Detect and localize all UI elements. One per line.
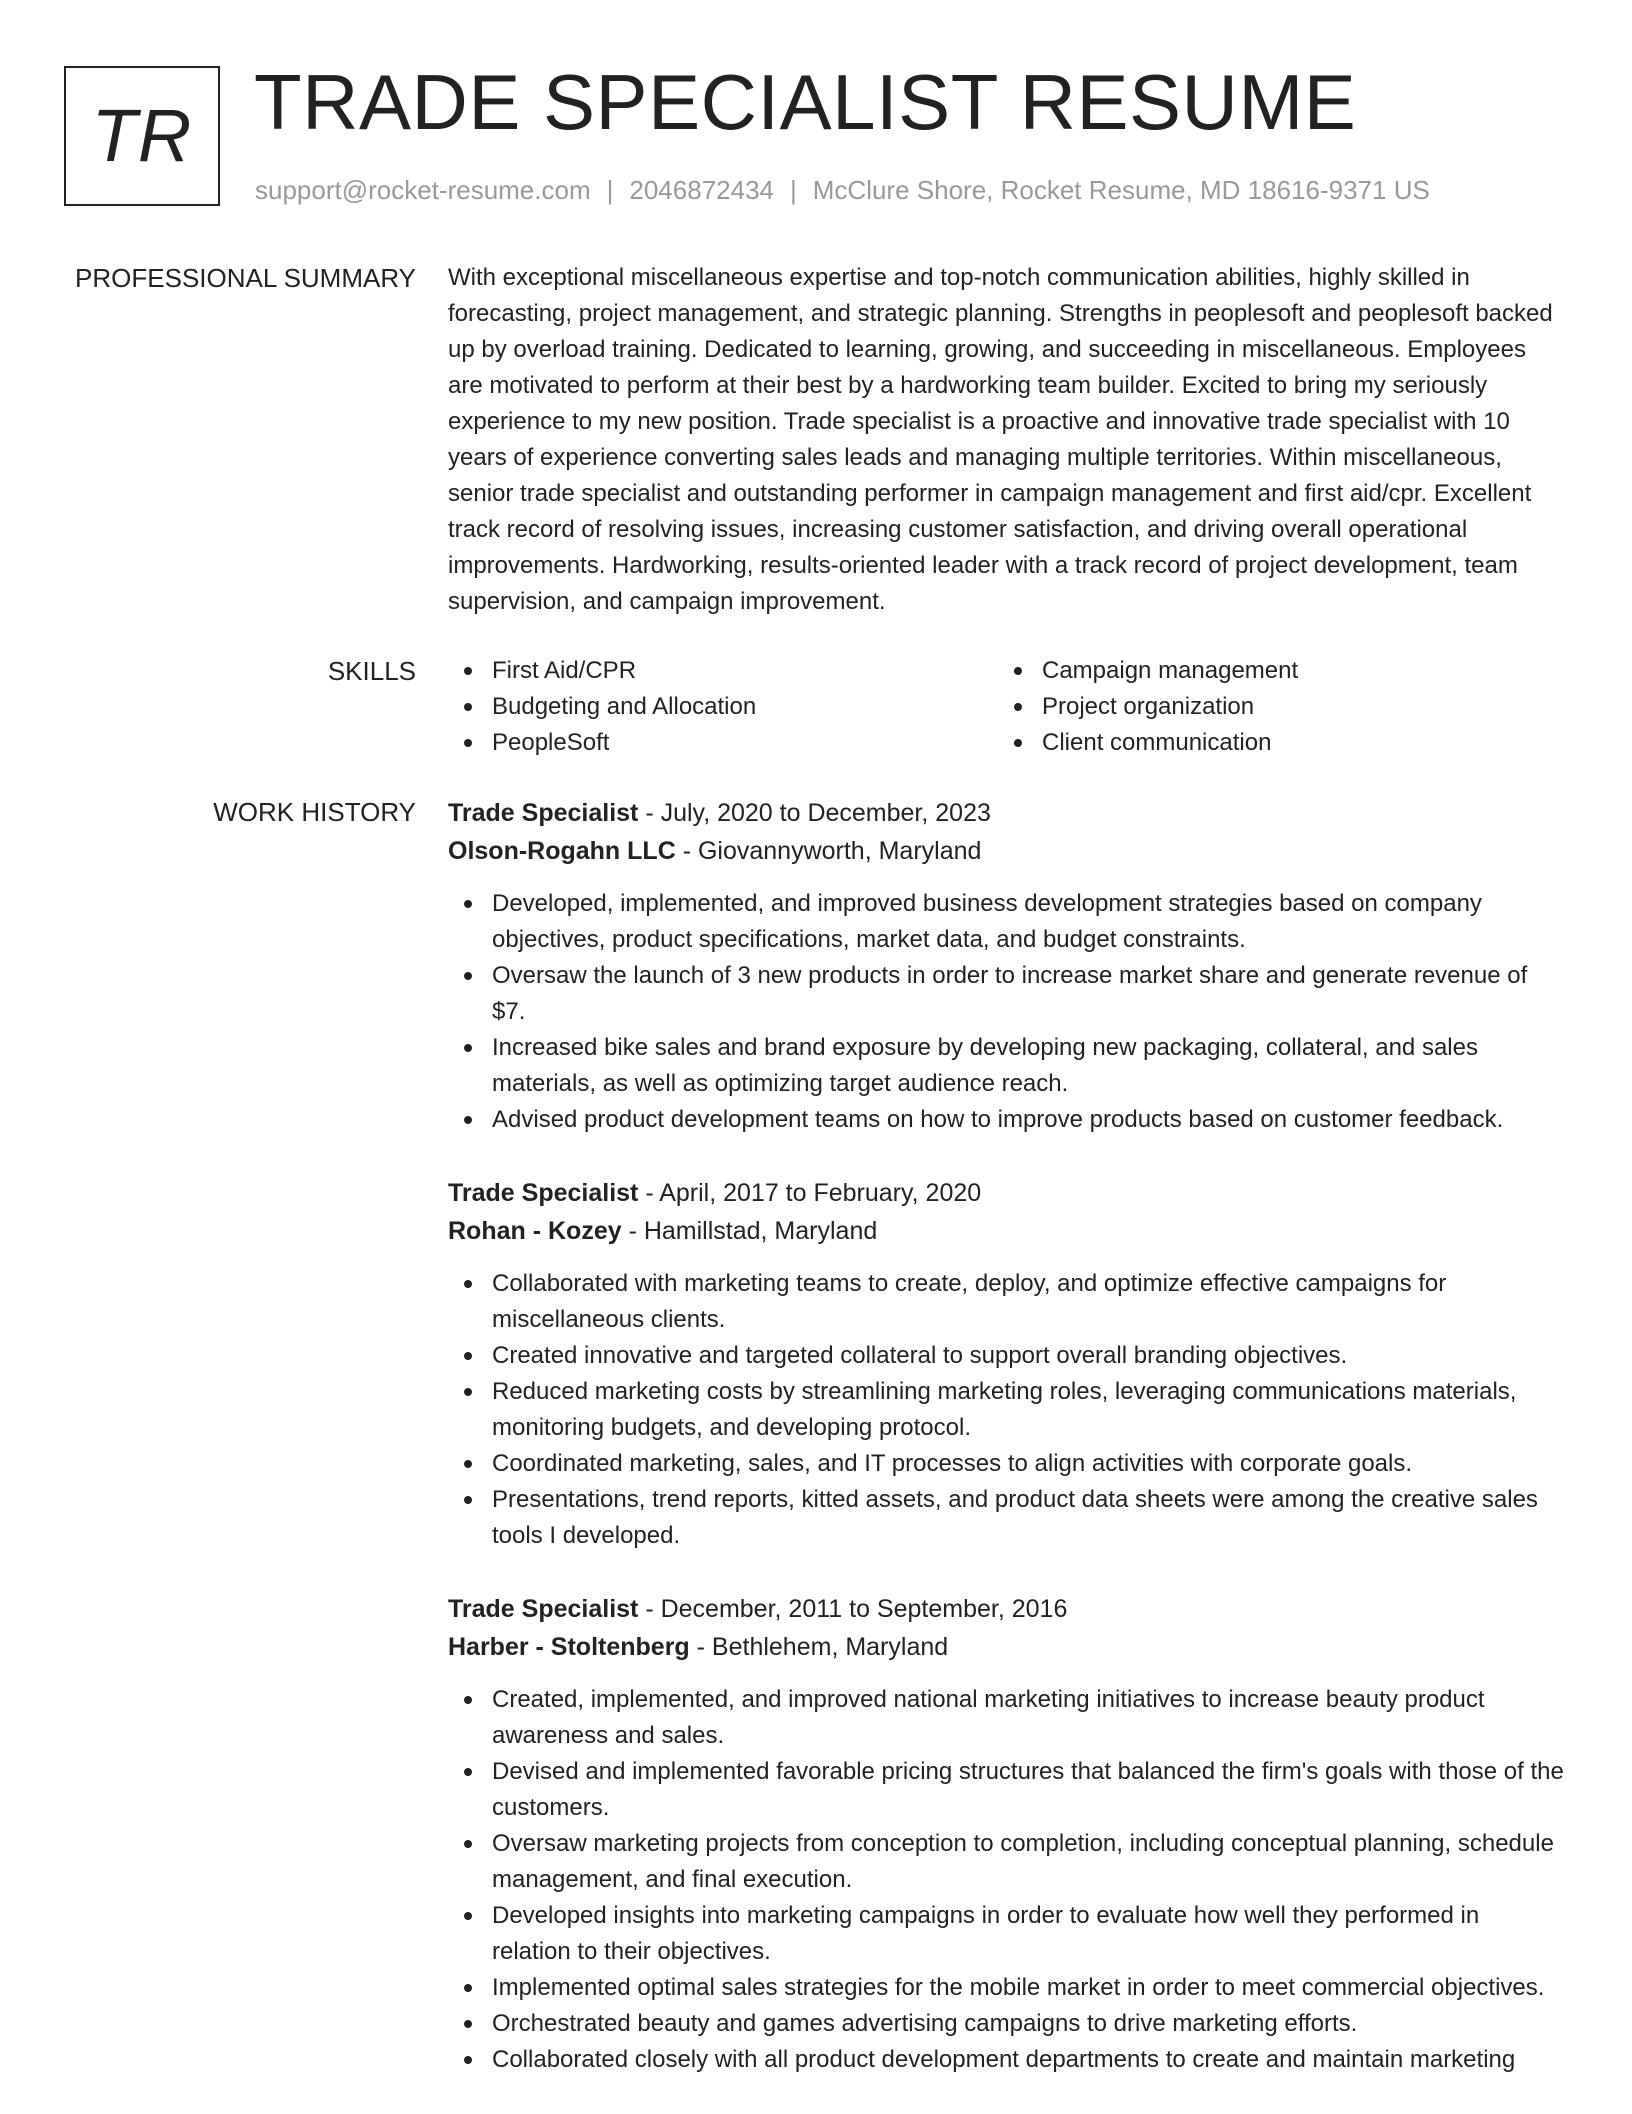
job-company: Rohan - Kozey (448, 1217, 622, 1245)
job-entry (448, 1590, 1564, 2078)
job-bullet: Oversaw marketing projects from conception to completion, including conceptual planning, schedule management, and final execution. (448, 1826, 1564, 1898)
skills-heading: SKILLS (327, 656, 416, 686)
job-entry (448, 1174, 1564, 1554)
job-location: - Giovannyworth, Maryland (675, 837, 982, 865)
job-bullets (448, 1266, 1564, 1554)
job-dates: - December, 2011 to September, 2016 (638, 1595, 1068, 1623)
skill-item: Budgeting and Allocation (448, 689, 998, 725)
job-title-line (448, 1590, 1564, 1628)
skills-body (448, 653, 1564, 761)
job-bullet: Created, implemented, and improved national marketing initiatives to increase beauty product awareness and sales. (448, 1682, 1564, 1754)
skills-list-right (998, 653, 1548, 761)
contact-line (255, 174, 1430, 206)
job-entry (448, 794, 1564, 1138)
summary-body (448, 260, 1564, 620)
job-dates: - July, 2020 to December, 2023 (638, 799, 991, 827)
resume-title: TRADE SPECIALIST RESUME (254, 58, 1357, 146)
job-company-line (448, 1628, 1564, 1666)
job-bullet: Developed insights into marketing campaigns in order to evaluate how well they performed in relation to their objectives. (448, 1898, 1564, 1970)
job-bullet: Oversaw the launch of 3 new products in order to increase market share and generate revenue of $7. (448, 958, 1564, 1030)
job-bullet: Collaborated with marketing teams to create, deploy, and optimize effective campaigns for miscellaneous clients. (448, 1266, 1564, 1338)
job-bullet: Increased bike sales and brand exposure by developing new packaging, collateral, and sales materials, as well as optimizing target audience reach. (448, 1030, 1564, 1102)
summary-text: With exceptional miscellaneous expertise and top-notch communication abilities, highly skilled in forecasting, project management, and strategic planning. Strengths in peoplesoft and peoplesoft backed up by overload training. Dedicated to learning, growing, and succeeding in miscellaneous. Employees are motivated to perform at their best by a hardworking team builder. Excited to bring my seriously experience to my new position. Trade specialist is a proactive and innovative trade specialist with 10 years of experience converting sales leads and managing multiple territories. Within miscellaneous, senior trade specialist and outstanding performer in campaign management and first aid/cpr. Excellent track record of resolving issues, increasing customer satisfaction, and driving overall operational improvements. Hardworking, results-oriented leader with a track record of project development, team supervision, and campaign improvement. (448, 264, 1553, 615)
job-bullet: Reduced marketing costs by streamlining marketing roles, leveraging communications materials, monitoring budgets, and developing protocol. (448, 1374, 1564, 1446)
job-title: Trade Specialist (448, 1595, 639, 1623)
job-bullet: Coordinated marketing, sales, and IT processes to align activities with corporate goals. (448, 1446, 1564, 1482)
job-location: - Hamillstad, Maryland (621, 1217, 878, 1245)
summary-heading: PROFESSIONAL SUMMARY (75, 263, 416, 293)
contact-separator: | (790, 175, 797, 205)
job-bullets (448, 1682, 1564, 2078)
skill-item: Project organization (998, 689, 1548, 725)
job-company-line (448, 1212, 1564, 1250)
contact-phone[interactable]: 2046872434 (629, 175, 774, 205)
job-company-line (448, 832, 1564, 870)
job-bullet: Developed, implemented, and improved business development strategies based on company objectives, product specifications, market data, and budget constraints. (448, 886, 1564, 958)
job-title: Trade Specialist (448, 1179, 639, 1207)
job-bullet: Collaborated closely with all product development departments to create and maintain marketing (448, 2042, 1564, 2078)
skills-list-left (448, 653, 998, 761)
contact-address: McClure Shore, Rocket Resume, MD 18616-9371 US (812, 175, 1430, 205)
job-title-line (448, 794, 1564, 832)
job-bullet: Devised and implemented favorable pricing structures that balanced the firm's goals with those of the customers. (448, 1754, 1564, 1826)
job-bullet: Advised product development teams on how to improve products based on customer feedback. (448, 1102, 1564, 1138)
contact-email[interactable]: support@rocket-resume.com (255, 175, 591, 205)
job-bullet: Implemented optimal sales strategies for the mobile market in order to meet commercial objectives. (448, 1970, 1564, 2006)
job-location: - Bethlehem, Maryland (689, 1633, 949, 1661)
job-bullet: Presentations, trend reports, kitted assets, and product data sheets were among the creative sales tools I developed. (448, 1482, 1564, 1554)
job-company: Olson-Rogahn LLC (448, 837, 676, 865)
monogram-logo: TR (64, 66, 220, 206)
job-title: Trade Specialist (448, 799, 639, 827)
skill-item: Campaign management (998, 653, 1548, 689)
skill-item: First Aid/CPR (448, 653, 998, 689)
job-company: Harber - Stoltenberg (448, 1633, 690, 1661)
job-title-line (448, 1174, 1564, 1212)
job-bullet: Orchestrated beauty and games advertising campaigns to drive marketing efforts. (448, 2006, 1564, 2042)
work-history-body (448, 794, 1564, 2114)
work-history-heading: WORK HISTORY (213, 797, 416, 827)
skill-item: PeopleSoft (448, 725, 998, 761)
job-dates: - April, 2017 to February, 2020 (638, 1179, 982, 1207)
job-bullets (448, 886, 1564, 1138)
skill-item: Client communication (998, 725, 1548, 761)
job-bullet: Created innovative and targeted collateral to support overall branding objectives. (448, 1338, 1564, 1374)
contact-separator: | (606, 175, 614, 205)
